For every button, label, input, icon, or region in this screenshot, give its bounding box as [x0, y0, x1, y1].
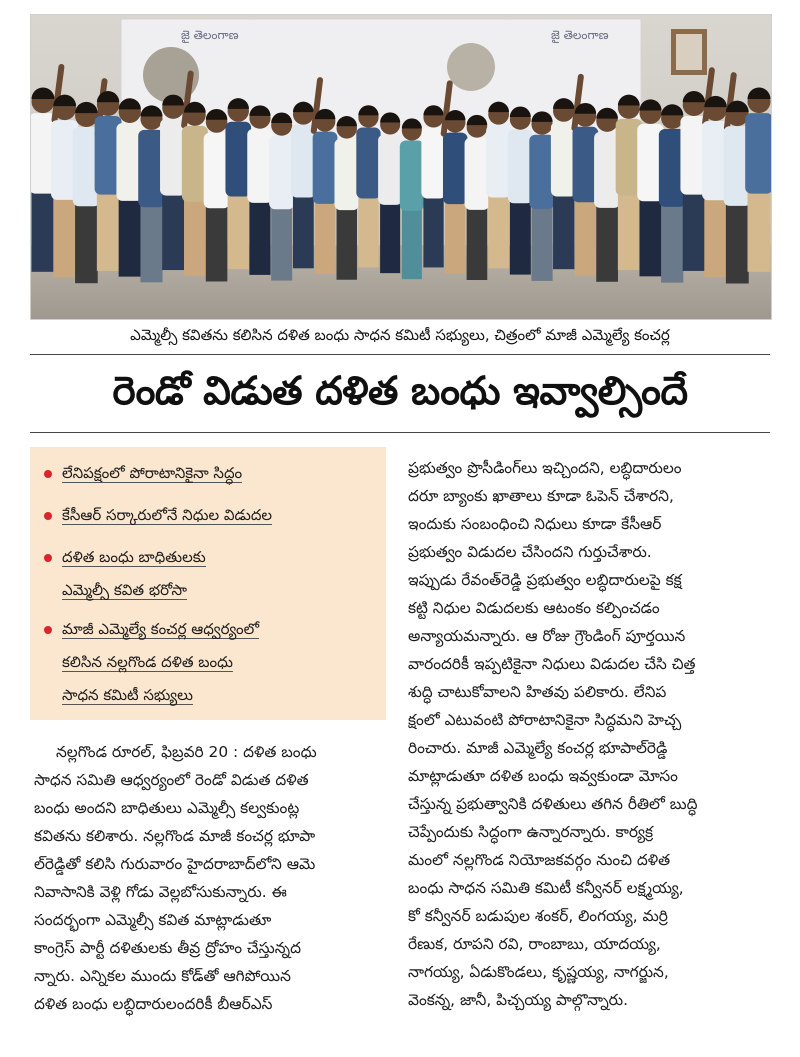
person-figure — [247, 105, 272, 275]
person-figure — [313, 109, 338, 274]
article-body-right — [408, 454, 768, 1014]
body-line: శుద్ధి చాటుకోవాలని హితవు పలికారు. లేనిప — [408, 683, 667, 701]
body-line: కట్టి నిధుల విడుదలకు ఆటంకం కల్పించడం — [408, 599, 660, 617]
body-line: నాగయ్య, ఏడుకొండలు, కృష్ణయ్య, నాగర్జున, — [408, 963, 669, 981]
body-line: సాధన సమితి ఆధ్వర్యంలో రెండో విడుత దళిత — [34, 771, 309, 789]
person-figure — [400, 118, 424, 279]
bullet-icon — [44, 470, 52, 478]
highlight-line: కేసీఆర్ సర్కారులోనే నిధుల విడుదల — [62, 506, 273, 524]
person-figure — [465, 115, 490, 280]
person-figure — [508, 107, 533, 275]
body-line: క్షంలో ఎటువంటి పోరాటానికైనా సిద్ధమని హెచ్చ — [408, 711, 682, 729]
body-line: అన్యాయమన్నారు. ఆ రోజు గ్రౌండింగ్ పూర్తయిన — [408, 627, 686, 645]
body-line: మాట్లాడుతూ దళిత బంధు ఇవ్వకుండా మోసం — [408, 767, 678, 785]
body-line: కో కన్వీనర్ బడుపుల శంకర్, లింగయ్య, మర్రి — [408, 907, 668, 925]
highlight-line: ఎమ్మెల్సీ కవిత భరోసా — [62, 581, 188, 599]
person-figure — [356, 105, 380, 267]
highlight-line: సాధన కమిటీ సభ్యులు — [62, 686, 193, 704]
body-line: నల్లగొండ రూరల్, ఫిబ్రవరి 20 : దళిత బంధు — [56, 743, 317, 761]
body-line: వెంకన్న, జానీ, పిచ్చయ్య పాల్గొన్నారు. — [408, 991, 628, 1009]
person-figure — [378, 112, 402, 273]
body-line: రేణుక, రూపని రవి, రాంబాబు, యాదయ్య, — [408, 935, 661, 953]
body-line: చెప్పేందుకు సిద్ధంగా ఉన్నారన్నారు. కార్యక్ర — [408, 823, 654, 841]
body-line: రించారు. మాజీ ఎమ్మెల్యే కంచర్ల భూపాల్‌రెడ్డి — [408, 739, 668, 757]
bullet-icon — [44, 626, 52, 634]
person-figure — [269, 113, 294, 281]
photo-caption: ఎమ్మెల్సీ కవితను కలిసిన దళిత బంధు సాధన కమిటీ సభ్యులు, చిత్రంలో మాజీ ఎమ్మెల్యే కంచర్ల — [130, 326, 670, 344]
news-photo — [30, 14, 772, 320]
highlight-line: దళిత బంధు బాధితులకు — [62, 548, 206, 566]
highlight-line: లేనిపక్షంలో పోరాటానికైనా సిద్ధం — [62, 464, 243, 482]
person-figure — [486, 102, 511, 269]
body-line: మంలో నల్లగొండ నియోజకవర్గం నుంచి దళిత — [408, 851, 671, 869]
body-line: నివాసానికి వెళ్లి గోడు వెల్లబోసుకున్నారు. ఈ — [34, 883, 287, 901]
body-line: దళిత బంధు లబ్ధిదారులందరికీ బీఆర్‌ఎస్ — [34, 995, 273, 1013]
highlights-box — [30, 447, 386, 720]
body-line: వారందరికీ ఇప్పటికైనా నిధులు విడుదల చేసి చిత్త — [408, 655, 696, 673]
headline: రెండో విడుత దళిత బంధు ఇవ్వాల్సిందే — [112, 369, 688, 414]
person-figure — [443, 110, 468, 274]
banner-text-right: జై తెలంగాణ — [551, 28, 609, 42]
body-line: సందర్భంగా ఎమ్మెల్సీ కవిత మాట్లాడుతూ — [34, 911, 272, 929]
body-line: ఇప్పుడు రేవంత్‌రెడ్డి ప్రభుత్వం లబ్ధిదారులపై కక్ష — [408, 571, 682, 589]
body-line: దరూ బ్యాంకు ఖాతాలు కూడా ఓపెన్ చేశారని, — [408, 487, 674, 505]
body-line: బంధు అందని బాధితులు ఎమ్మెల్సీ కల్వకుంట్ల — [34, 799, 300, 817]
headline-divider — [30, 432, 770, 433]
highlight-line: కలిసిన నల్లగొండ దళిత బంధు — [62, 653, 233, 671]
highlight-line: మాజీ ఎమ్మెల్యే కంచర్ల ఆధ్వర్యంలో — [62, 620, 260, 638]
body-line: ఇందుకు సంబంధించి నిధులు కూడా కేసీఆర్ — [408, 515, 662, 533]
person-figure — [225, 98, 251, 269]
body-line: చేస్తున్న ప్రభుత్వానికి దళితులు తగిన రీతిలో బుద్ధి — [408, 795, 698, 813]
banner-text-left: జై తెలంగాణ — [181, 28, 239, 42]
body-line: ప్రభుత్వం విడుదల చేసిందని గుర్తుచేశారు. — [408, 543, 652, 561]
person-figure — [334, 116, 359, 280]
body-line: ప్రభుత్వం ప్రొసీడింగ్‌లు ఇచ్చిందని, లబ్ధిదారులం — [408, 459, 682, 477]
article-body-left — [34, 738, 386, 1018]
person-figure — [745, 88, 771, 272]
body-line: కవితను కలిశారు. నల్లగొండ మాజీ కంచర్ల భూపా — [34, 827, 316, 845]
body-line: కాంగ్రెస్ పార్టీ దళితులకు తీవ్ర ద్రోహం చేస్తున్నద — [34, 939, 302, 957]
caption-divider — [30, 354, 770, 355]
bullet-icon — [44, 554, 52, 562]
group-photo-illustration — [31, 15, 771, 319]
body-line: బంధు సాధన సమితి కమిటీ కన్వీనర్ లక్ష్మయ్య, — [408, 879, 684, 897]
bullet-icon — [44, 512, 52, 520]
body-line: ల్‌రెడ్డితో కలిసి గురువారం హైదరాబాద్‌లోని ఆమె — [34, 855, 316, 873]
body-line: న్నారు. ఎన్నికల ముందు కోడ్‌తో ఆగిపోయిన — [34, 967, 291, 985]
